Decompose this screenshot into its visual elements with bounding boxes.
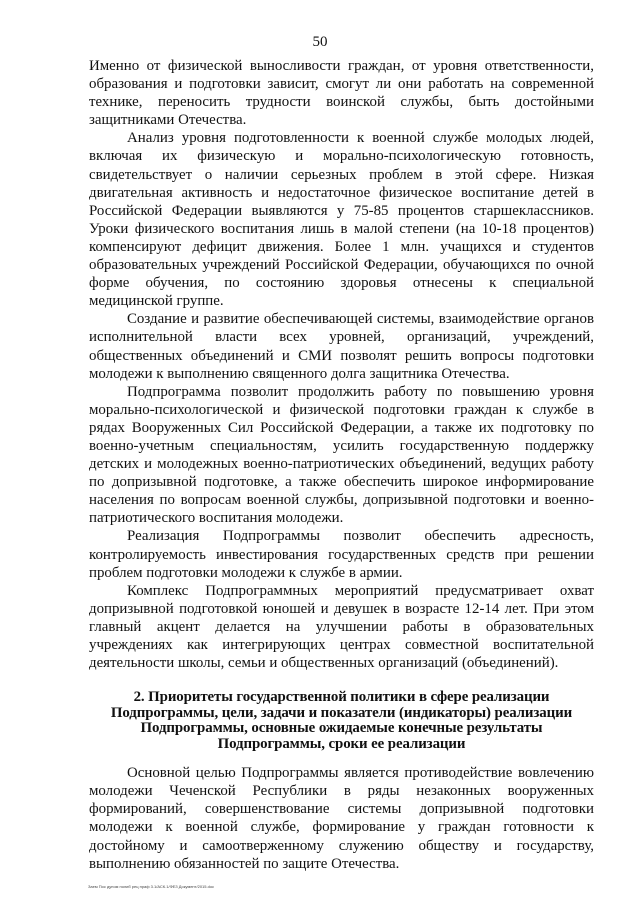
paragraph: Именно от физической выносливости граждан, от уровня ответственности, образования и подготовки зависит, смогут ли они работать на современной технике, переносить трудности воинской службы, быть достойными защитниками Отечества.: [89, 58, 594, 129]
section-heading-line: 2. Приоритеты государственной политики в сфере реализации: [133, 689, 550, 706]
paragraph: Анализ уровня подготовленности к военной службе молодых людей, включая их физическую и морально-психологическую готовность, свидетельствует о наличии серьезных проблем в этой сфере. Низкая двигательная активность и недостаточное физическое воспитание детей в Российской Федерации выявляются у 75-85 процентов старшеклассников. Уроки физического воспитания лишь в малой степени (на 10-18 процентов) компенсируют дефицит движения. Более 1 млн. учащихся и студентов образовательных учреждений Российской Федерации, обучающихся по очной форме обучения, по состоянию здоровья отнесены к специальной медицинской группе.: [89, 130, 594, 310]
paragraph: Подпрограмма позволит продолжить работу по повышению уровня морально-психологической и физической подготовки граждан к службе в рядах Вооруженных Сил Российской Федерации, а также их подготовку по военно-учетным специальностям, усилить государственную поддержку детских и молодежных военно-патриотических объединений, ведущих работу по допризывной подготовке, а также обеспечить широкое информирование населения по вопросам военной службы, допризывной подготовки и военно-патриотического воспитания молодежи.: [89, 383, 594, 527]
document-footer: Заем Пос дупом полиб рец праф 3.1/АСК.1/ФЕЗ Документ/2015.doc: [88, 884, 215, 889]
paragraph: Создание и развитие обеспечивающей системы, взаимодействие органов исполнительной власти всех уровней, организаций, учреждений, общественных объединений и СМИ позволят решить вопросы подготовки молодежи к выполнению священного долга защитника Отечества.: [89, 311, 594, 382]
section-heading-line: Подпрограммы, сроки ее реализации: [217, 735, 466, 752]
page-number: 50: [312, 34, 328, 50]
paragraph: Комплекс Подпрограммных мероприятий предусматривает охват допризывной подготовкой юношей и девушек в возрасте 12-14 лет. При этом главный акцент делается на улучшении работы в образовательных учреждениях как интегрирующих центрах совместной воспитательной деятельности школы, семьи и общественных организаций (объединений).: [89, 582, 594, 672]
paragraph: Реализация Подпрограммы позволит обеспечить адресность, контролируемость инвестирования государственных средств при решении проблем подготовки молодежи к службе в армии.: [89, 528, 594, 581]
section-heading-line: Подпрограммы, основные ожидаемые конечные результаты: [140, 720, 543, 737]
document-body: [89, 57, 594, 873]
section-heading-line: Подпрограммы, цели, задачи и показатели (индикаторы) реализации: [110, 704, 573, 721]
section-heading: [89, 690, 594, 752]
paragraph: Основной целью Подпрограммы является противодействие вовлечению молодежи Чеченской Республики в ряды незаконных вооруженных формирований, совершенствование системы допризывной подготовки молодежи к военной службе, формирование у граждан готовности к достойному и самоотверженному служению обществу и государству, выполнению обязанностей по защите Отечества.: [89, 765, 594, 872]
